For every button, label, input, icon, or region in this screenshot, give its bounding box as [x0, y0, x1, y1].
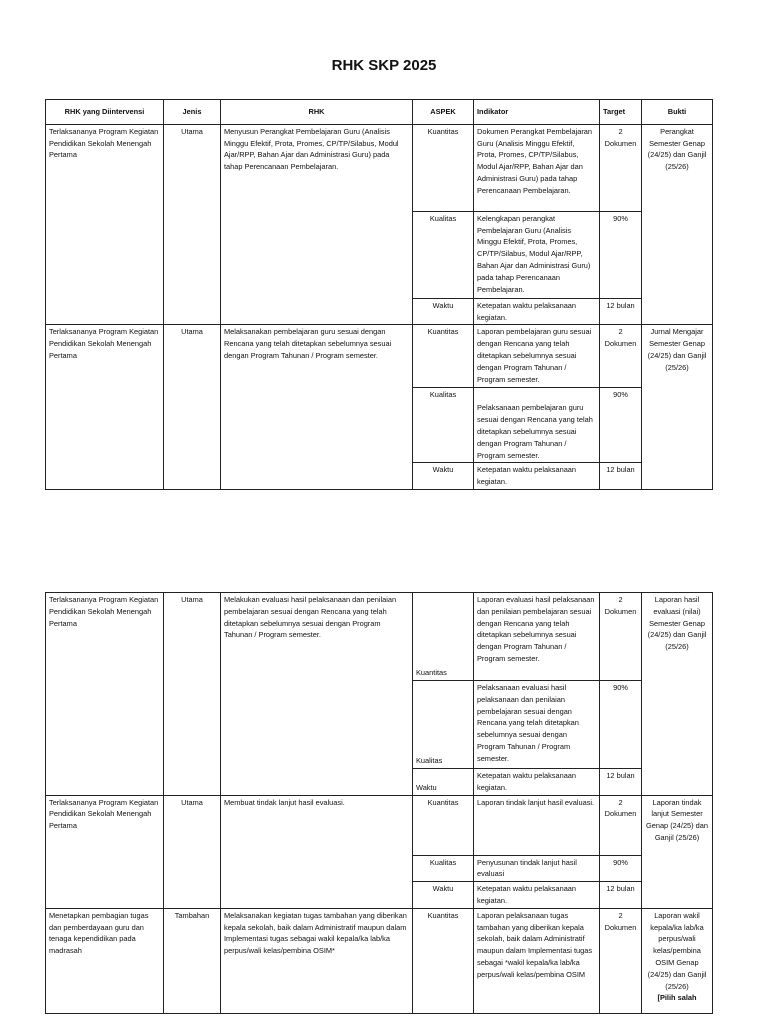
- table-row: [46, 908, 713, 1013]
- cell-aspek: Kualitas: [413, 388, 474, 463]
- header-target: Target: [600, 100, 642, 125]
- cell-rhk: Melakukan evaluasi hasil pelaksanaan dan penilaian pembelajaran sesuai dengan Rencana yang telah ditetapkan sebelumnya sesuai dengan Program Tahunan / Program semester.: [221, 593, 413, 796]
- cell-bukti: Laporan wakil kepala/ka lab/ka perpus/wali kelas/pembina OSIM Genap (24/25) dan Ganjil (25/26): [647, 910, 707, 991]
- cell-indikator: Ketepatan waktu pelaksanaan kegiatan.: [474, 298, 600, 325]
- cell-rhk: Melaksanakan kegiatan tugas tambahan yang diberikan kepala sekolah, baik dalam Administratif maupun dalam Implementasi tugas sebagai wakil kepala/ka lab/ka perpus/wali kelas/pembina OSIM*: [221, 908, 413, 1013]
- cell-target: 12 bulan: [600, 769, 642, 796]
- table-row: [46, 795, 713, 855]
- cell-target: 2 Dokumen: [600, 124, 642, 211]
- rhk-table-page-2: [45, 592, 713, 1014]
- cell-aspek: Kuantitas: [413, 908, 474, 1013]
- cell-jenis: Utama: [164, 325, 221, 490]
- cell-bukti-wrap: [642, 908, 713, 1013]
- cell-aspek: Kuantitas: [413, 593, 474, 681]
- cell-indikator: Kelengkapan perangkat Pembelajaran Guru (Analisis Minggu Efektif, Prota, Promes, CP/TP/Silabus, Modul Ajar/RPP, Bahan Ajar dan Administrasi Guru) pada tahap Perencanaan Pembelajaran.: [474, 211, 600, 298]
- header-indikator: Indikator: [474, 100, 600, 125]
- table-row: [46, 593, 713, 681]
- cell-rhk-intervensi: Terlaksananya Program Kegiatan Pendidikan Sekolah Menengah Pertama: [46, 325, 164, 490]
- cell-indikator: Laporan pelaksanaan tugas tambahan yang diberikan kepala sekolah, baik dalam Administratif maupun dalam Implementasi tugas sebagai *wakil kepala/ka lab/ka perpus/wali kelas/pembina OSIM: [474, 908, 600, 1013]
- cell-aspek: Kualitas: [413, 211, 474, 298]
- table-row: [46, 124, 713, 211]
- table-header-row: [46, 100, 713, 125]
- cell-jenis: Utama: [164, 124, 221, 325]
- page-title: RHK SKP 2025: [331, 57, 437, 74]
- cell-rhk: Melaksanakan pembelajaran guru sesuai dengan Rencana yang telah ditetapkan sebelumnya sesuai dengan Program Tahunan / Program semester.: [221, 325, 413, 490]
- table-row: [46, 325, 713, 388]
- cell-indikator: Pelaksanaan evaluasi hasil pelaksanaan dan penilaian pembelajaran sesuai dengan Rencana yang telah ditetapkan sebelumnya sesuai dengan Program Tahunan / Program semester.: [474, 681, 600, 769]
- cell-target: 90%: [600, 388, 642, 463]
- cell-aspek: Kuantitas: [413, 124, 474, 211]
- cell-target: 2 Dokumen: [600, 908, 642, 1013]
- cell-aspek: Waktu: [413, 298, 474, 325]
- cell-jenis: Utama: [164, 593, 221, 796]
- header-aspek: ASPEK: [413, 100, 474, 125]
- header-bukti: Bukti: [642, 100, 713, 125]
- cell-indikator: Dokumen Perangkat Pembelajaran Guru (Analisis Minggu Efektif, Prota, Promes, CP/TP/Silabus, Modul Ajar/RPP, Bahan Ajar dan Administrasi Guru) pada tahap Perencanaan Pembelajaran.: [474, 124, 600, 211]
- cell-bukti: Jurnal Mengajar Semester Genap (24/25) dan Ganjil (25/26): [642, 325, 713, 490]
- cell-rhk-intervensi: Terlaksananya Program Kegiatan Pendidikan Sekolah Menengah Pertama: [46, 795, 164, 908]
- cell-bukti-note: [Pilih salah: [657, 993, 697, 1003]
- cell-aspek: Waktu: [413, 769, 474, 796]
- cell-rhk-intervensi: Menetapkan pembagian tugas dan pemberdayaan guru dan tenaga kependidikan pada madrasah: [46, 908, 164, 1013]
- cell-rhk-intervensi: Terlaksananya Program Kegiatan Pendidikan Sekolah Menengah Pertama: [46, 593, 164, 796]
- cell-rhk: Membuat tindak lanjut hasil evaluasi.: [221, 795, 413, 908]
- cell-indikator: Pelaksanaan pembelajaran guru sesuai dengan Rencana yang telah ditetapkan sebelumnya sesuai dengan Program Tahunan / Program semester.: [474, 388, 600, 463]
- cell-aspek: Waktu: [413, 463, 474, 490]
- cell-aspek: Kualitas: [413, 681, 474, 769]
- cell-bukti: Laporan tindak lanjut Semester Genap (24/25) dan Ganjil (25/26): [642, 795, 713, 908]
- cell-aspek: Kuantitas: [413, 325, 474, 388]
- cell-target: 12 bulan: [600, 463, 642, 490]
- cell-target: 12 bulan: [600, 882, 642, 909]
- cell-aspek: Waktu: [413, 882, 474, 909]
- rhk-table-page-1: [45, 99, 713, 490]
- cell-jenis: Tambahan: [164, 908, 221, 1013]
- cell-indikator: Laporan evaluasi hasil pelaksanaan dan penilaian pembelajaran sesuai dengan Rencana yang telah ditetapkan sebelumnya sesuai dengan Program Tahunan / Program semester.: [474, 593, 600, 681]
- cell-aspek: Kuantitas: [413, 795, 474, 855]
- cell-rhk-intervensi: Terlaksananya Program Kegiatan Pendidikan Sekolah Menengah Pertama: [46, 124, 164, 325]
- cell-indikator: Laporan pembelajaran guru sesuai dengan Rencana yang telah ditetapkan sebelumnya sesuai dengan Program Tahunan / Program semester.: [474, 325, 600, 388]
- cell-aspek: Kualitas: [413, 855, 474, 882]
- cell-bukti: Perangkat Semester Genap (24/25) dan Ganjil (25/26): [642, 124, 713, 325]
- cell-target: 90%: [600, 855, 642, 882]
- cell-rhk: Menyusun Perangkat Pembelajaran Guru (Analisis Minggu Efektif, Prota, Promes, CP/TP/Silabus, Modul Ajar/RPP, Bahan Ajar dan Administrasi Guru) pada tahap Perencanaan Pembelajaran.: [221, 124, 413, 325]
- cell-indikator: Laporan tindak lanjut hasil evaluasi.: [474, 795, 600, 855]
- cell-jenis: Utama: [164, 795, 221, 908]
- cell-target: 90%: [600, 681, 642, 769]
- header-rhk-intervensi: RHK yang Diintervensi: [46, 100, 164, 125]
- cell-target: 2 Dokumen: [600, 593, 642, 681]
- cell-target: 12 bulan: [600, 298, 642, 325]
- cell-target: 90%: [600, 211, 642, 298]
- cell-indikator: Penyusunan tindak lanjut hasil evaluasi: [474, 855, 600, 882]
- cell-indikator: Ketepatan waktu pelaksanaan kegiatan.: [474, 463, 600, 490]
- cell-bukti: Laporan hasil evaluasi (nilai) Semester Genap (24/25) dan Ganjil (25/26): [642, 593, 713, 796]
- cell-indikator: Ketepatan waktu pelaksanaan kegiatan.: [474, 769, 600, 796]
- header-jenis: Jenis: [164, 100, 221, 125]
- header-rhk: RHK: [221, 100, 413, 125]
- cell-target: 2 Dokumen: [600, 325, 642, 388]
- cell-indikator: Ketepatan waktu pelaksanaan kegiatan.: [474, 882, 600, 909]
- cell-target: 2 Dokumen: [600, 795, 642, 855]
